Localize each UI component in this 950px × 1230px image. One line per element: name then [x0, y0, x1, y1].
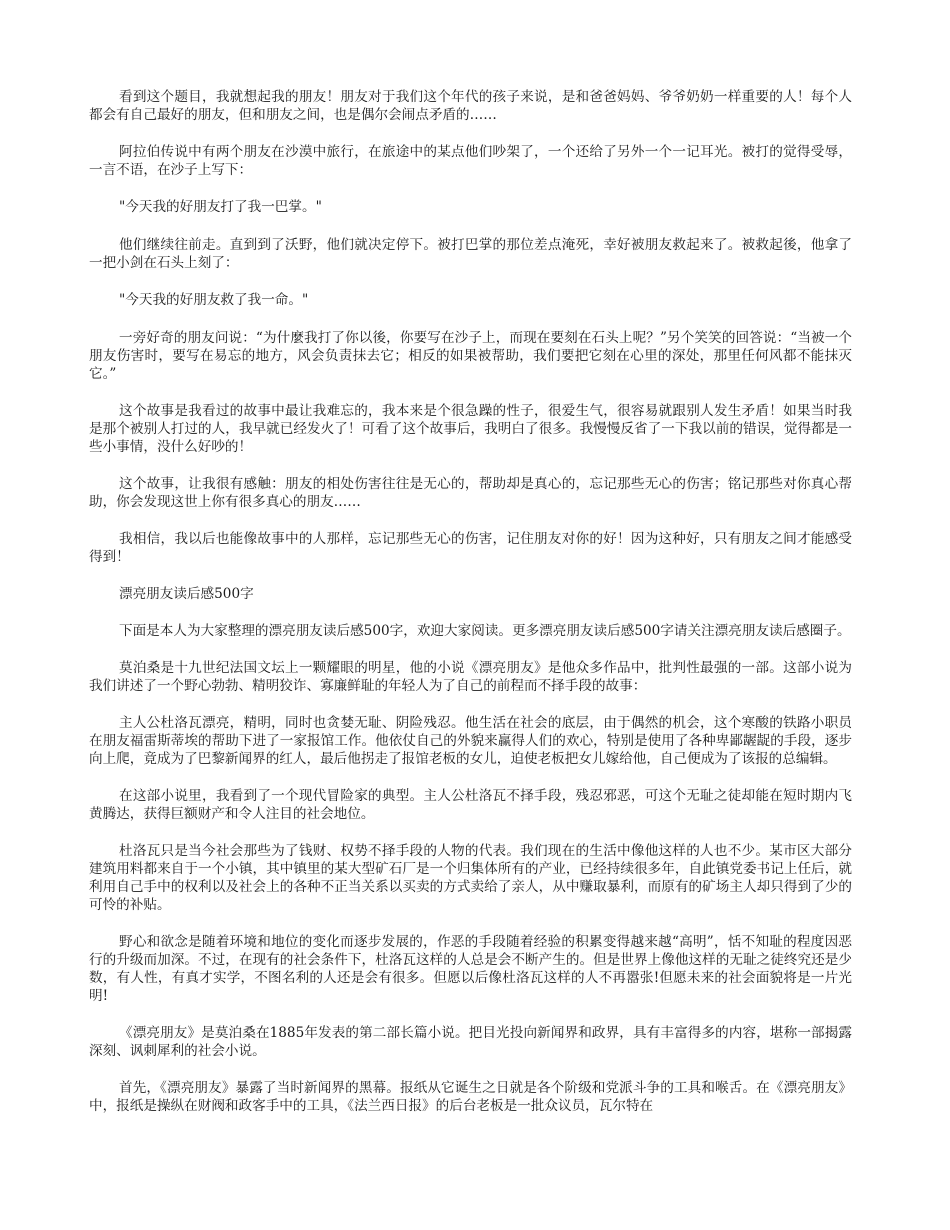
paragraph: 杜洛瓦只是当今社会那些为了钱财、权势不择手段的人物的代表。我们现在的生活中像他这样的人也不少。某市区大部分建筑用料都来自于一个小镇，其中镇里的某大型矿石厂是一个归集体所有的产业，已经持续很多年，自此镇党委书记上任后，就利用自己手中的权利以及社会上的各种不正当关系以买卖的方式卖给了亲人，从中赚取暴利，而原有的矿场主人却只得到了少的可怜的补贴。: [89, 843, 852, 913]
paragraph: 首先，《漂亮朋友》暴露了当时新闻界的黑幕。报纸从它诞生之日就是各个阶级和党派斗争的工具和喉舌。在《漂亮朋友》中，报纸是操纵在财阀和政客手中的工具，《法兰西日报》的后台老板是一批众议员，瓦尔特在: [89, 1080, 852, 1114]
paragraph: 主人公杜洛瓦漂亮，精明，同时也贪婪无耻、阴险残忍。他生活在社会的底层，由于偶然的机会，这个寒酸的铁路小职员在朋友福雷斯蒂埃的帮助下进了一家报馆工作。他依仗自己的外貌来赢得人们的欢心，特别是使用了各种卑鄙龌龊的手段，逐步向上爬，竟成为了巴黎新闻界的红人，最后他拐走了报馆老板的女儿，迫使老板把女儿嫁给他，自己便成为了该报的总编辑。: [89, 715, 852, 767]
quote-line: "今天我的好朋友救了我一命。": [119, 292, 309, 308]
section-heading: 漂亮朋友读后感500字: [119, 586, 254, 602]
paragraph: 这个故事是我看过的故事中最让我难忘的，我本来是个很急躁的性子，很爱生气，很容易就跟别人发生矛盾！如果当时我是那个被别人打过的人，我早就已经发火了！可看了这个故事后，我明白了很多。我慢慢反省了一下我以前的错误，觉得都是一些小事情，没什么好吵的！: [89, 403, 852, 455]
document-body: [89, 88, 852, 1134]
quote-line: "今天我的好朋友打了我一巴掌。": [119, 199, 322, 215]
paragraph: 莫泊桑是十九世纪法国文坛上一颗耀眼的明星，他的小说《漂亮朋友》是他众多作品中，批判性最强的一部。这部小说为我们讲述了一个野心勃勃、精明狡诈、寡廉鲜耻的年轻人为了自己的前程而不择手段的故事：: [89, 660, 852, 694]
paragraph: 我相信，我以后也能像故事中的人那样，忘记那些无心的伤害，记住朋友对你的好！因为这种好，只有朋友之间才能感受得到！: [89, 531, 852, 565]
paragraph: 他们继续往前走。直到到了沃野，他们就决定停下。被打巴掌的那位差点淹死，幸好被朋友救起来了。被救起後，他拿了一把小剑在石头上刻了：: [89, 237, 852, 271]
paragraph: 阿拉伯传说中有两个朋友在沙漠中旅行，在旅途中的某点他们吵架了，一个还给了另外一个一记耳光。被打的觉得受辱，一言不语，在沙子上写下：: [89, 144, 852, 178]
paragraph: 《漂亮朋友》是莫泊桑在1885年发表的第二部长篇小说。把目光投向新闻界和政界，具有丰富得多的内容，堪称一部揭露深刻、讽刺犀利的社会小说。: [89, 1025, 852, 1059]
paragraph: 看到这个题目，我就想起我的朋友！朋友对于我们这个年代的孩子来说，是和爸爸妈妈、爷爷奶奶一样重要的人！每个人都会有自己最好的朋友，但和朋友之间，也是偶尔会闹点矛盾的……: [89, 89, 852, 123]
paragraph: 这个故事，让我很有感触：朋友的相处伤害往往是无心的，帮助却是真心的，忘记那些无心的伤害；铭记那些对你真心帮助，你会发现这世上你有很多真心的朋友……: [89, 476, 852, 510]
paragraph: 在这部小说里，我看到了一个现代冒险家的典型。主人公杜洛瓦不择手段，残忍邪恶，可这个无耻之徒却能在短时期内飞黄腾达，获得巨额财产和令人注目的社会地位。: [89, 788, 852, 822]
paragraph: 一旁好奇的朋友问说：“为什麼我打了你以後，你要写在沙子上，而现在要刻在石头上呢？”另个笑笑的回答说：“当被一个朋友伤害时，要写在易忘的地方，风会负责抹去它；相反的如果被帮助，我们要把它刻在心里的深处，那里任何风都不能抹灭它。”: [89, 330, 852, 382]
paragraph: 野心和欲念是随着环境和地位的变化而逐步发展的，作恶的手段随着经验的积累变得越来越“高明”，恬不知耻的程度因恶行的升级而加深。不过，在现有的社会条件下，杜洛瓦这样的人总是会不断产生的。但是世界上像他这样的无耻之徒终究还是少数，有人性，有真才实学，不图名利的人还是会有很多。但愿以后像杜洛瓦这样的人不再嚣张!但愿未来的社会面貌将是一片光明!: [89, 934, 852, 1004]
paragraph: 下面是本人为大家整理的漂亮朋友读后感500字，欢迎大家阅读。更多漂亮朋友读后感500字请关注漂亮朋友读后感圈子。: [119, 623, 851, 639]
